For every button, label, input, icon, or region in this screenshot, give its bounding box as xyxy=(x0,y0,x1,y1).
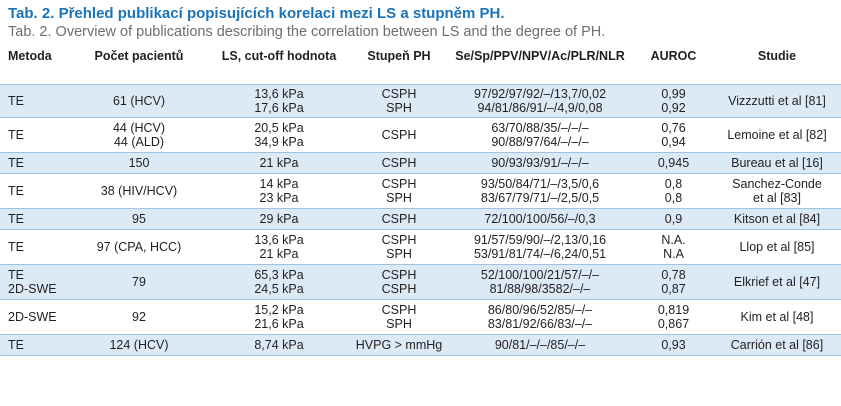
cell-line: 83/81/92/66/83/–/– xyxy=(487,316,593,331)
cell-ls-cutoff xyxy=(206,84,352,117)
cell-line: TE xyxy=(8,267,24,282)
cell-line: 0,78 xyxy=(661,267,686,282)
cell-line: TE xyxy=(8,337,24,352)
cell-ls-cutoff xyxy=(206,152,352,173)
cell-pocet-pacientu xyxy=(72,173,206,208)
cell-line: 2D-SWE xyxy=(8,309,57,324)
header-pocet-pacientu: Počet pacientů xyxy=(94,49,184,63)
cell-studie xyxy=(713,117,841,152)
cell-line: 21 kPa xyxy=(259,246,299,261)
cell-line: Kim et al [48] xyxy=(740,309,814,324)
cell-ls-cutoff xyxy=(206,334,352,355)
cell-line: 29 kPa xyxy=(259,211,299,226)
cell-line: 94/81/86/91/–/4,9/0,08 xyxy=(477,100,603,115)
cell-pocet-pacientu xyxy=(72,117,206,152)
cell-line: SPH xyxy=(386,100,412,115)
cell-line: 44 (ALD) xyxy=(113,134,165,149)
cell-line: 65,3 kPa xyxy=(254,267,304,282)
cell-line: 150 xyxy=(128,155,150,170)
cell-se-sp xyxy=(446,229,634,264)
cell-line: 24,5 kPa xyxy=(254,281,304,296)
cell-ls-cutoff xyxy=(206,173,352,208)
cell-line: et al [83] xyxy=(753,190,801,205)
cell-line: TE xyxy=(8,239,24,254)
cell-se-sp xyxy=(446,299,634,334)
cell-stupen-ph xyxy=(352,299,446,334)
cell-pocet-pacientu xyxy=(72,152,206,173)
cell-line: SPH xyxy=(386,190,412,205)
cell-line: 0,8 xyxy=(664,190,683,205)
cell-metoda xyxy=(0,334,72,355)
cell-metoda xyxy=(0,84,72,117)
cell-ls-cutoff xyxy=(206,264,352,299)
cell-auroc xyxy=(634,117,713,152)
cell-ls-cutoff xyxy=(206,117,352,152)
cell-line: CSPH xyxy=(381,267,417,282)
table-row xyxy=(0,334,841,355)
cell-line: 86/80/96/52/85/–/– xyxy=(487,302,593,317)
cell-line: TE xyxy=(8,211,24,226)
cell-line: 38 (HIV/HCV) xyxy=(100,183,178,198)
cell-line: Carrión et al [86] xyxy=(730,337,824,352)
cell-line: N.A xyxy=(663,246,684,261)
cell-studie xyxy=(713,173,841,208)
cell-studie xyxy=(713,264,841,299)
cell-stupen-ph xyxy=(352,334,446,355)
cell-line: 91/57/59/90/–/2,13/0,16 xyxy=(473,232,607,247)
cell-line: 0,94 xyxy=(661,134,686,149)
header-se-sp: Se/Sp/PPV/NPV/Ac/PLR/NLR xyxy=(455,49,625,63)
cell-line: 0,87 xyxy=(661,281,686,296)
cell-metoda xyxy=(0,208,72,229)
cell-line: 0,93 xyxy=(661,337,686,352)
cell-auroc xyxy=(634,299,713,334)
cell-line: 81/88/98/3582/–/– xyxy=(489,281,591,296)
cell-line: CSPH xyxy=(381,302,417,317)
cell-line: 21,6 kPa xyxy=(254,316,304,331)
cell-line: 79 xyxy=(132,274,146,289)
cell-line: TE xyxy=(8,127,24,142)
cell-line: Bureau et al [16] xyxy=(731,155,823,170)
cell-line: 0,9 xyxy=(664,211,683,226)
cell-line: CSPH xyxy=(381,232,417,247)
cell-line: 8,74 kPa xyxy=(254,337,304,352)
cell-line: 61 (HCV) xyxy=(112,93,166,108)
cell-se-sp xyxy=(446,117,634,152)
cell-line: 83/67/79/71/–/2,5/0,5 xyxy=(480,190,600,205)
cell-line: 124 (HCV) xyxy=(109,337,169,352)
cell-line: CSPH xyxy=(381,176,417,191)
cell-auroc xyxy=(634,152,713,173)
cell-pocet-pacientu xyxy=(72,334,206,355)
table-body xyxy=(0,84,841,355)
cell-line: CSPH xyxy=(381,155,417,170)
cell-line: Elkrief et al [47] xyxy=(733,274,821,289)
cell-line: 95 xyxy=(132,211,146,226)
header-metoda: Metoda xyxy=(8,49,52,63)
cell-line: 97/92/97/92/–/13,7/0,02 xyxy=(473,86,607,101)
cell-line: SPH xyxy=(386,246,412,261)
table-row xyxy=(0,117,841,152)
cell-line: N.A. xyxy=(661,232,686,247)
cell-line: 63/70/88/35/–/–/– xyxy=(491,120,589,135)
cell-metoda xyxy=(0,152,72,173)
cell-line: 20,5 kPa xyxy=(254,120,304,135)
header-auroc: AUROC xyxy=(650,49,697,63)
cell-metoda xyxy=(0,173,72,208)
cell-pocet-pacientu xyxy=(72,229,206,264)
cell-auroc xyxy=(634,334,713,355)
table-row xyxy=(0,299,841,334)
cell-stupen-ph xyxy=(352,84,446,117)
cell-studie xyxy=(713,229,841,264)
cell-line: 0,92 xyxy=(661,100,686,115)
cell-line: SPH xyxy=(386,316,412,331)
header-ls-cutoff: LS, cut-off hodnota xyxy=(221,49,337,63)
cell-auroc xyxy=(634,173,713,208)
cell-line: 52/100/100/21/57/–/– xyxy=(480,267,600,282)
cell-metoda xyxy=(0,299,72,334)
cell-se-sp xyxy=(446,334,634,355)
cell-pocet-pacientu xyxy=(72,84,206,117)
table-row xyxy=(0,173,841,208)
table-row xyxy=(0,84,841,117)
cell-line: TE xyxy=(8,183,24,198)
header-studie: Studie xyxy=(757,49,797,63)
cell-line: 2D-SWE xyxy=(8,281,57,296)
cell-pocet-pacientu xyxy=(72,299,206,334)
cell-se-sp xyxy=(446,264,634,299)
cell-line: 72/100/100/56/–/0,3 xyxy=(484,211,596,226)
cell-studie xyxy=(713,299,841,334)
cell-line: 14 kPa xyxy=(259,176,299,191)
cell-line: 0,76 xyxy=(661,120,686,135)
table-row xyxy=(0,229,841,264)
cell-line: 92 xyxy=(132,309,146,324)
cell-line: 53/91/81/74/–/6,24/0,51 xyxy=(473,246,607,261)
cell-auroc xyxy=(634,229,713,264)
cell-line: 0,8 xyxy=(664,176,683,191)
cell-line: 23 kPa xyxy=(259,190,299,205)
cell-line: 15,2 kPa xyxy=(254,302,304,317)
table-row xyxy=(0,152,841,173)
cell-auroc xyxy=(634,84,713,117)
cell-line: HVPG > mmHg xyxy=(355,337,443,352)
cell-studie xyxy=(713,84,841,117)
cell-metoda xyxy=(0,117,72,152)
cell-line: 13,6 kPa xyxy=(254,232,304,247)
cell-line: 90/88/97/64/–/–/– xyxy=(491,134,589,149)
cell-metoda xyxy=(0,229,72,264)
cell-line: 0,819 xyxy=(657,302,690,317)
cell-line: 17,6 kPa xyxy=(254,100,304,115)
cell-line: 90/81/–/–/85/–/– xyxy=(494,337,586,352)
cell-stupen-ph xyxy=(352,264,446,299)
cell-ls-cutoff xyxy=(206,299,352,334)
cell-line: Kitson et al [84] xyxy=(733,211,821,226)
cell-pocet-pacientu xyxy=(72,264,206,299)
cell-auroc xyxy=(634,208,713,229)
cell-line: 93/50/84/71/–/3,5/0,6 xyxy=(480,176,600,191)
cell-studie xyxy=(713,334,841,355)
cell-line: 34,9 kPa xyxy=(254,134,304,149)
cell-line: 0,99 xyxy=(661,86,686,101)
cell-line: TE xyxy=(8,155,24,170)
cell-auroc xyxy=(634,264,713,299)
cell-line: CSPH xyxy=(381,211,417,226)
cell-line: 0,867 xyxy=(657,316,690,331)
table-row xyxy=(0,264,841,299)
cell-line: Vizzzutti et al [81] xyxy=(728,93,826,108)
cell-pocet-pacientu xyxy=(72,208,206,229)
cell-ls-cutoff xyxy=(206,229,352,264)
cell-line: Sanchez-Conde xyxy=(732,176,822,191)
header-row xyxy=(0,45,841,84)
table-subtitle: Tab. 2. Overview of publications describing the correlation between LS and the degree of PH. xyxy=(8,24,606,40)
cell-metoda xyxy=(0,264,72,299)
table-row xyxy=(0,208,841,229)
cell-line: 44 (HCV) xyxy=(112,120,166,135)
publications-table xyxy=(0,45,841,356)
cell-studie xyxy=(713,208,841,229)
cell-line: 0,945 xyxy=(657,155,690,170)
cell-ls-cutoff xyxy=(206,208,352,229)
cell-stupen-ph xyxy=(352,152,446,173)
cell-line: 97 (CPA, HCC) xyxy=(96,239,182,254)
cell-line: CSPH xyxy=(381,281,417,296)
cell-line: 90/93/93/91/–/–/– xyxy=(491,155,589,170)
cell-line: CSPH xyxy=(381,86,417,101)
cell-se-sp xyxy=(446,152,634,173)
cell-line: TE xyxy=(8,93,24,108)
cell-stupen-ph xyxy=(352,117,446,152)
cell-se-sp xyxy=(446,208,634,229)
cell-line: 13,6 kPa xyxy=(254,86,304,101)
cell-se-sp xyxy=(446,84,634,117)
cell-line: 21 kPa xyxy=(259,155,299,170)
table-title: Tab. 2. Přehled publikací popisujících korelaci mezi LS a stupněm PH. xyxy=(8,5,505,22)
cell-stupen-ph xyxy=(352,208,446,229)
cell-line: Llop et al [85] xyxy=(739,239,815,254)
cell-line: Lemoine et al [82] xyxy=(727,127,827,142)
cell-se-sp xyxy=(446,173,634,208)
cell-studie xyxy=(713,152,841,173)
cell-stupen-ph xyxy=(352,229,446,264)
cell-line: CSPH xyxy=(381,127,417,142)
cell-stupen-ph xyxy=(352,173,446,208)
header-stupen-ph: Stupeň PH xyxy=(367,49,431,63)
